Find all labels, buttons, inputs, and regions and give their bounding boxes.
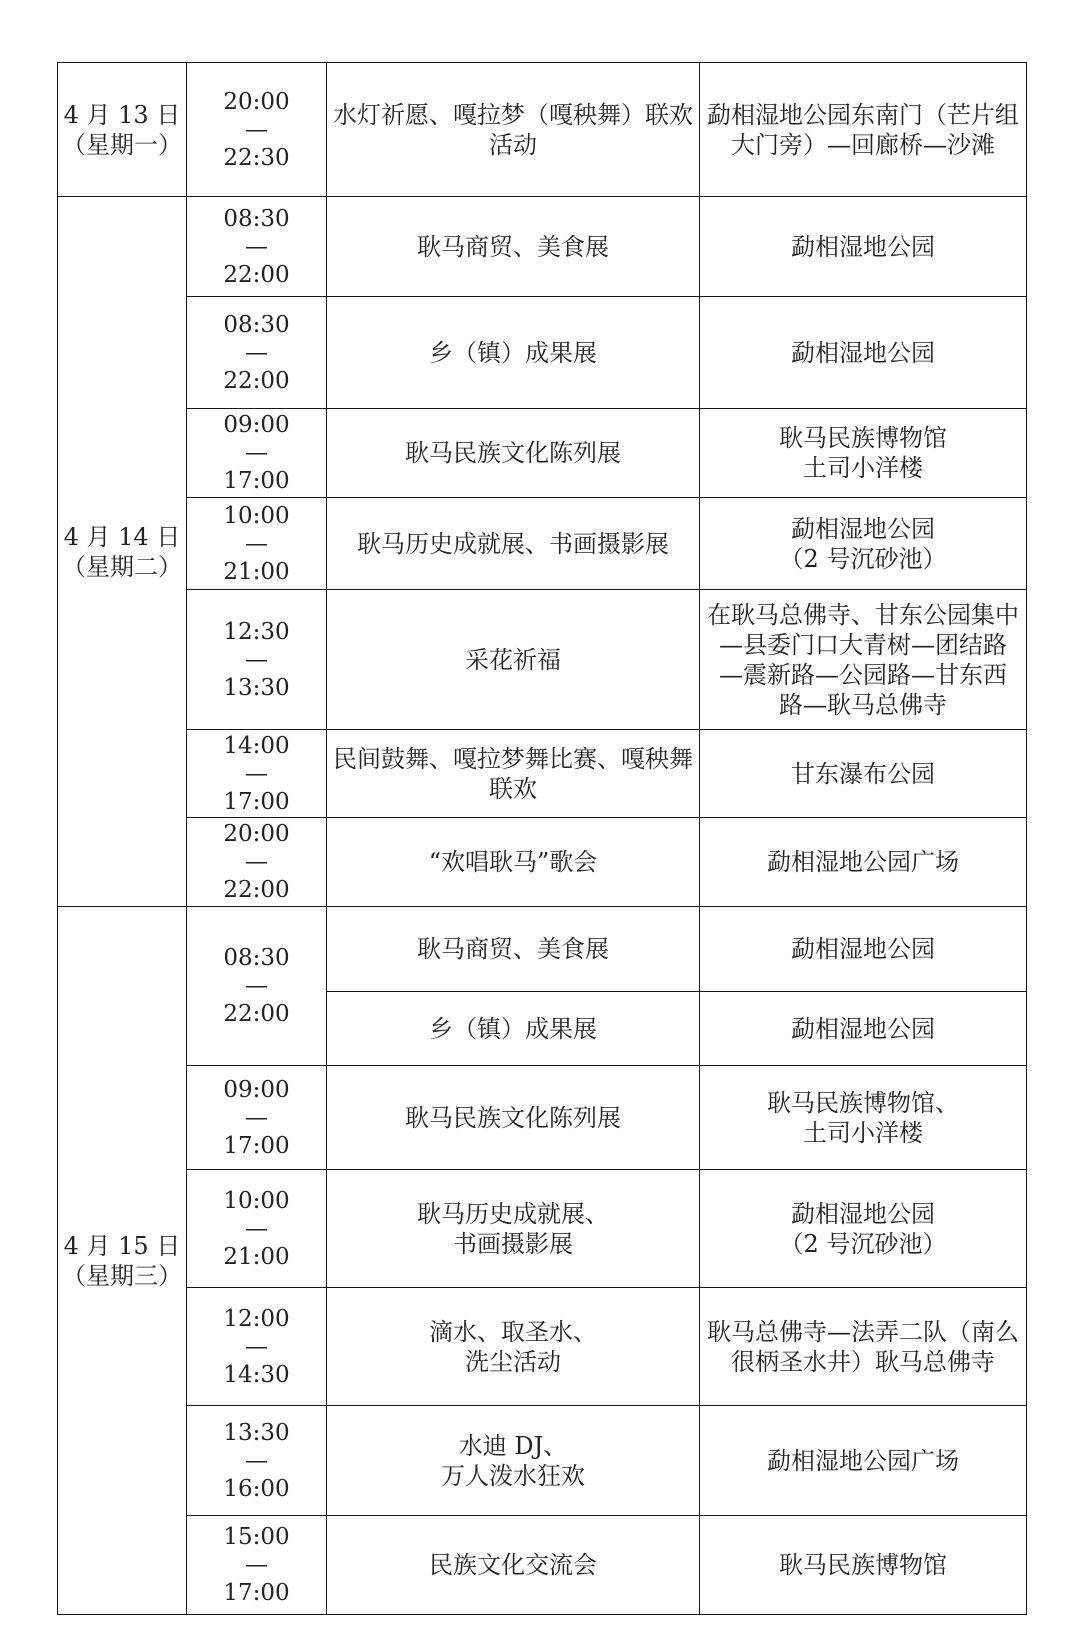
- time-separator: —: [245, 233, 268, 260]
- venue-line: 耿马总佛寺—法弄二队（南么: [707, 1317, 1019, 1346]
- time-separator: —: [245, 440, 268, 466]
- end-time: 21:00: [223, 558, 290, 585]
- time-cell: [187, 1406, 327, 1516]
- venue-cell: [700, 63, 1027, 197]
- activity-cell: [327, 409, 700, 498]
- end-time: 22:00: [223, 1001, 290, 1027]
- date-cell: [58, 907, 187, 1615]
- activity-line: 洗尘活动: [465, 1347, 561, 1376]
- end-time: 21:00: [223, 1243, 290, 1270]
- venue-line: 土司小洋楼: [803, 1118, 923, 1147]
- end-time: 17:00: [223, 1132, 290, 1159]
- venue-cell: [700, 730, 1027, 818]
- time-cell: [187, 1066, 327, 1170]
- activity-line: 耿马历史成就展、书画摄影展: [357, 529, 669, 558]
- venue-line: 很柄圣水井）耿马总佛寺: [731, 1347, 995, 1376]
- start-time: 08:30: [223, 311, 290, 338]
- table-row: [58, 730, 1027, 818]
- venue-cell: [700, 590, 1027, 730]
- date-cell: [58, 197, 187, 907]
- time-separator: —: [245, 530, 268, 557]
- time-separator: —: [245, 760, 268, 787]
- end-time: 22:00: [223, 877, 290, 903]
- time-separator: —: [245, 1104, 268, 1131]
- venue-line: （2 号沉砂池）: [779, 1229, 947, 1258]
- time-separator: —: [245, 973, 268, 999]
- activity-cell: [327, 1288, 700, 1406]
- activity-line: 联欢: [489, 774, 537, 803]
- end-time: 17:00: [223, 788, 290, 815]
- schedule-table: [57, 62, 1027, 1615]
- activity-line: 书画摄影展: [453, 1229, 573, 1258]
- weekday-text: （星期三）: [62, 1261, 182, 1290]
- activity-cell: [327, 297, 700, 409]
- end-time: 13:30: [223, 674, 290, 701]
- activity-line: 民间鼓舞、嘎拉梦舞比赛、嘎秧舞: [333, 744, 693, 773]
- table-row: [58, 297, 1027, 409]
- venue-line: 勐相湿地公园: [791, 338, 935, 367]
- venue-line: 勐相湿地公园: [791, 1014, 935, 1043]
- time-cell: [187, 907, 327, 1066]
- time-separator: —: [245, 1215, 268, 1242]
- activity-line: 水迪 DJ、: [458, 1431, 568, 1460]
- venue-line: 耿马民族博物馆: [779, 424, 947, 452]
- venue-line: 勐相湿地公园: [791, 935, 935, 963]
- start-time: 15:00: [223, 1524, 290, 1550]
- venue-line: 勐相湿地公园: [791, 1199, 935, 1228]
- end-time: 16:00: [223, 1475, 290, 1502]
- activity-line: 耿马商贸、美食展: [417, 935, 609, 963]
- table-row: [58, 1516, 1027, 1615]
- date-cell: [58, 63, 187, 197]
- activity-line: 采花祈福: [465, 645, 561, 674]
- activity-line: 活动: [489, 130, 537, 159]
- table-row: [58, 1170, 1027, 1288]
- table-row: [58, 590, 1027, 730]
- activity-line: 滴水、取圣水、: [429, 1317, 597, 1346]
- venue-cell: [700, 1170, 1027, 1288]
- venue-cell: [700, 409, 1027, 498]
- venue-cell: [700, 297, 1027, 409]
- time-cell: [187, 730, 327, 818]
- activity-line: 耿马民族文化陈列展: [405, 439, 621, 467]
- start-time: 20:00: [223, 88, 290, 115]
- time-separator: —: [245, 116, 268, 143]
- activity-cell: [327, 63, 700, 197]
- time-cell: [187, 297, 327, 409]
- activity-line: 乡（镇）成果展: [429, 1014, 597, 1043]
- venue-line: （2 号沉砂池）: [779, 544, 947, 573]
- table-row: [58, 197, 1027, 297]
- table-row: [58, 1066, 1027, 1170]
- time-separator: —: [245, 849, 268, 875]
- activity-line: 民族文化交流会: [429, 1551, 597, 1579]
- time-separator: —: [245, 1552, 268, 1578]
- end-time: 17:00: [223, 468, 290, 494]
- activity-line: 耿马商贸、美食展: [417, 232, 609, 261]
- venue-cell: [700, 1406, 1027, 1516]
- weekday-text: （星期一）: [62, 130, 182, 159]
- time-separator: —: [245, 1447, 268, 1474]
- venue-line: 勐相湿地公园: [791, 514, 935, 543]
- end-time: 17:00: [223, 1580, 290, 1606]
- table-row: [58, 498, 1027, 590]
- start-time: 20:00: [223, 821, 290, 847]
- venue-line: 大门旁）—回廊桥—沙滩: [731, 130, 995, 159]
- activity-cell: [327, 992, 700, 1066]
- venue-line: —震新路—公园路—甘东西: [719, 660, 1007, 689]
- activity-cell: [327, 818, 700, 907]
- venue-line: 耿马民族博物馆、: [767, 1088, 959, 1117]
- time-cell: [187, 1516, 327, 1615]
- activity-line: “欢唱耿马”歌会: [428, 848, 598, 876]
- end-time: 22:00: [223, 261, 290, 288]
- table-row: [58, 1288, 1027, 1406]
- time-cell: [187, 197, 327, 297]
- start-time: 12:00: [223, 1305, 290, 1332]
- activity-line: 水灯祈愿、嘎拉梦（嘎秧舞）联欢: [333, 100, 693, 129]
- time-cell: [187, 409, 327, 498]
- start-time: 14:00: [223, 732, 290, 759]
- activity-line: 万人泼水狂欢: [441, 1461, 585, 1490]
- start-time: 10:00: [223, 502, 290, 529]
- time-cell: [187, 1170, 327, 1288]
- activity-cell: [327, 1170, 700, 1288]
- end-time: 22:30: [223, 144, 290, 171]
- date-text: 4 月 14 日: [63, 522, 181, 551]
- activity-cell: [327, 1066, 700, 1170]
- activity-line: 耿马历史成就展、: [417, 1199, 609, 1228]
- activity-cell: [327, 590, 700, 730]
- venue-cell: [700, 907, 1027, 992]
- time-separator: —: [245, 339, 268, 366]
- start-time: 09:00: [223, 412, 290, 438]
- table-row: [58, 63, 1027, 197]
- venue-line: 勐相湿地公园广场: [767, 1446, 959, 1475]
- venue-line: 勐相湿地公园广场: [767, 848, 959, 876]
- venue-line: 耿马民族博物馆: [779, 1551, 947, 1579]
- start-time: 10:00: [223, 1187, 290, 1214]
- start-time: 13:30: [223, 1419, 290, 1446]
- start-time: 12:30: [223, 618, 290, 645]
- time-separator: —: [245, 646, 268, 673]
- table-row: [58, 1406, 1027, 1516]
- date-text: 4 月 13 日: [63, 100, 181, 129]
- activity-cell: [327, 1406, 700, 1516]
- venue-line: 勐相湿地公园东南门（芒片组: [707, 100, 1019, 129]
- activity-cell: [327, 197, 700, 297]
- activity-line: 乡（镇）成果展: [429, 338, 597, 367]
- weekday-text: （星期二）: [62, 552, 182, 581]
- table-row: [58, 818, 1027, 907]
- activity-cell: [327, 1516, 700, 1615]
- venue-line: 勐相湿地公园: [791, 232, 935, 261]
- venue-cell: [700, 1516, 1027, 1615]
- time-cell: [187, 1288, 327, 1406]
- time-cell: [187, 590, 327, 730]
- start-time: 08:30: [223, 205, 290, 232]
- activity-cell: [327, 730, 700, 818]
- venue-cell: [700, 1288, 1027, 1406]
- table-row: [58, 409, 1027, 498]
- end-time: 22:00: [223, 367, 290, 394]
- start-time: 09:00: [223, 1076, 290, 1103]
- time-cell: [187, 818, 327, 907]
- time-cell: [187, 498, 327, 590]
- venue-cell: [700, 818, 1027, 907]
- activity-line: 耿马民族文化陈列展: [405, 1103, 621, 1132]
- time-separator: —: [245, 1333, 268, 1360]
- venue-cell: [700, 992, 1027, 1066]
- venue-line: 土司小洋楼: [803, 454, 923, 482]
- venue-line: —县委门口大青树—团结路: [719, 630, 1007, 659]
- activity-cell: [327, 498, 700, 590]
- venue-cell: [700, 1066, 1027, 1170]
- end-time: 14:30: [223, 1361, 290, 1388]
- venue-cell: [700, 197, 1027, 297]
- activity-cell: [327, 907, 700, 992]
- table-row: [58, 907, 1027, 992]
- venue-cell: [700, 498, 1027, 590]
- start-time: 08:30: [223, 945, 290, 971]
- date-text: 4 月 15 日: [63, 1231, 181, 1260]
- time-cell: [187, 63, 327, 197]
- venue-line: 甘东瀑布公园: [791, 759, 935, 788]
- venue-line: 在耿马总佛寺、甘东公园集中: [707, 600, 1019, 629]
- venue-line: 路—耿马总佛寺: [779, 690, 947, 719]
